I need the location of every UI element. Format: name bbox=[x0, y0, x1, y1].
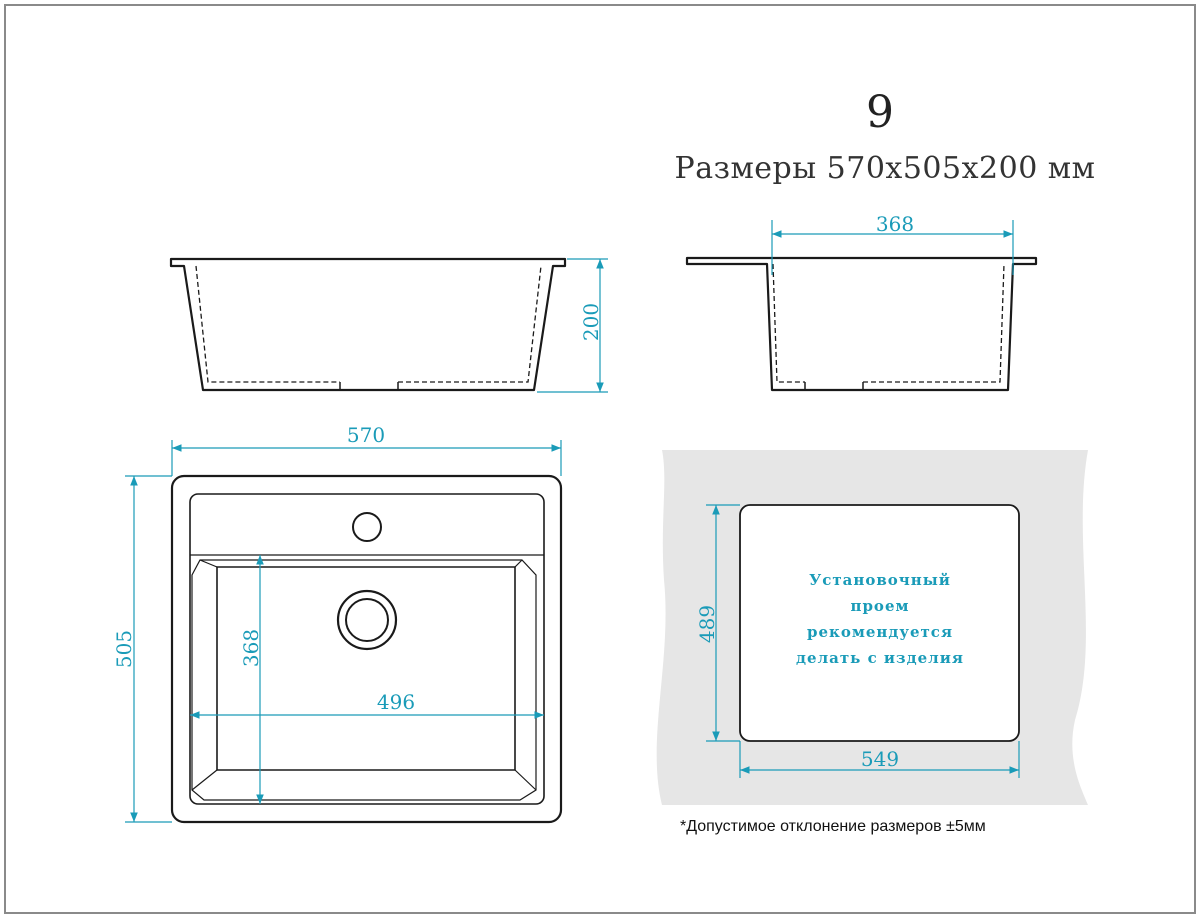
tolerance-note: *Допустимое отклонение размеров ±5мм bbox=[680, 818, 986, 835]
cutout-note-line-4: делать с изделия bbox=[796, 649, 964, 667]
cutout-height-label: 489 bbox=[695, 604, 719, 644]
cutout-width-label: 549 bbox=[860, 747, 900, 771]
front-view-width-label: 368 bbox=[875, 212, 915, 236]
front-view bbox=[687, 258, 1036, 390]
cutout-note-line-1: Установочный bbox=[809, 571, 951, 589]
cutout-note-line-3: рекомендуется bbox=[806, 623, 954, 641]
side-view bbox=[171, 259, 565, 390]
top-view-depth-label: 505 bbox=[112, 629, 136, 669]
dimensions-title: Размеры 570х505х200 мм bbox=[674, 151, 1096, 186]
side-view-height-label: 200 bbox=[579, 302, 603, 342]
top-view-width-label: 570 bbox=[346, 423, 386, 447]
cutout-note-line-2: проем bbox=[850, 597, 910, 615]
top-view bbox=[172, 476, 561, 822]
tap-hole bbox=[353, 513, 381, 541]
bowl-width-label: 496 bbox=[376, 690, 416, 714]
model-number: 9 bbox=[866, 87, 894, 138]
bowl-depth-label: 368 bbox=[239, 628, 263, 668]
drain-inner bbox=[346, 599, 388, 641]
